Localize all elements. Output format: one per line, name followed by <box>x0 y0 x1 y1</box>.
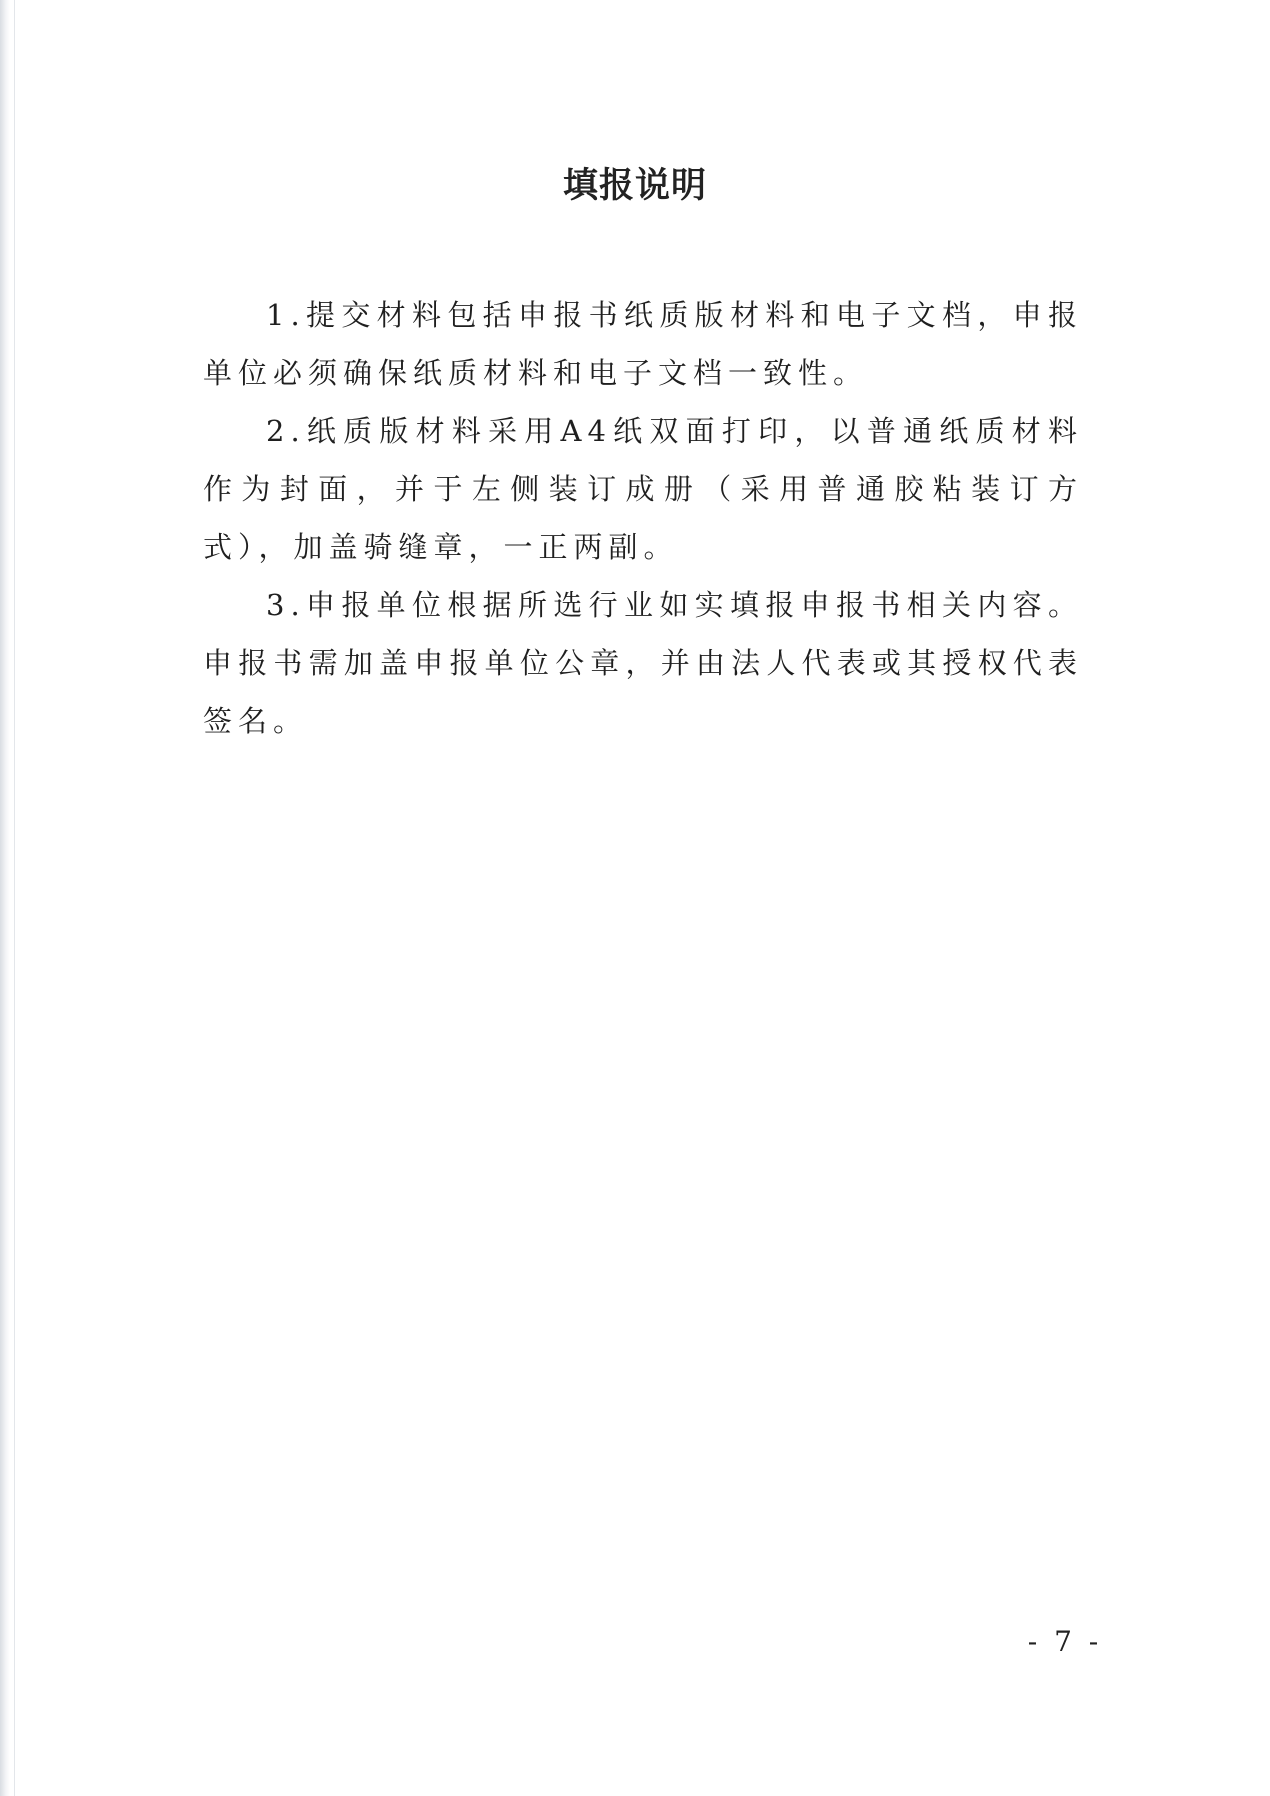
instruction-paragraph-1: 1.提交材料包括申报书纸质版材料和电子文档，申报单位必须确保纸质材料和电子文档一致性。 <box>203 298 1083 390</box>
instruction-paragraph-2: 2.纸质版材料采用A4纸双面打印，以普通纸质材料作为封面，并于左侧装订成册（采用普通胶粘装订方式），加盖骑缝章，一正两副。 <box>203 414 1083 564</box>
page-border-line <box>14 0 15 1796</box>
page-title: 填报说明 <box>562 166 707 206</box>
instruction-paragraph-3: 3.申报单位根据所选行业如实填报申报书相关内容。申报书需加盖申报单位公章，并由法人代表或其授权代表签名。 <box>203 588 1083 738</box>
page-number: - 7 - <box>1027 1625 1103 1658</box>
instructions-body <box>203 286 1083 750</box>
page-left-edge <box>0 0 10 1796</box>
